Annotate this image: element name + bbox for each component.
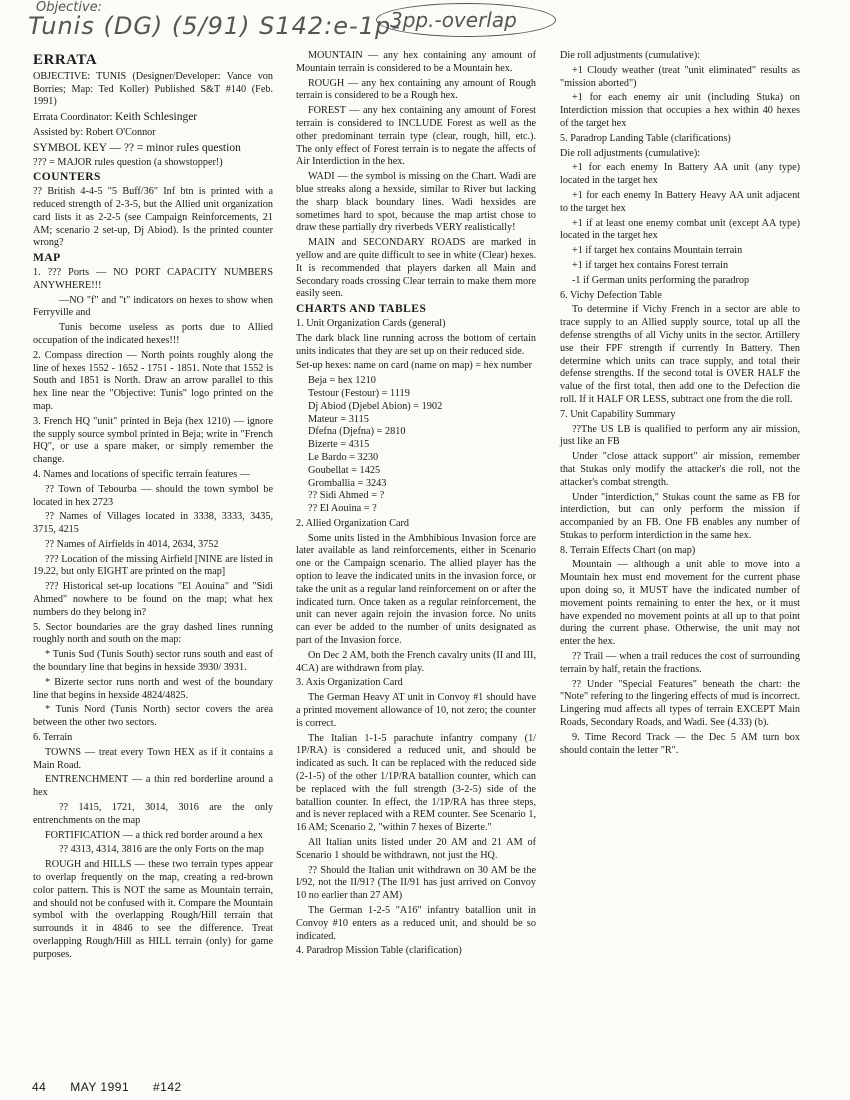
handwritten-annotation [28,0,568,42]
symbol-key: SYMBOL KEY — ?? = minor rules question [33,141,241,154]
issue-number: #142 [152,1080,182,1094]
assisted-line: Assisted by: Robert O'Connor [33,126,156,138]
coordinator-name: Keith Schlesinger [115,111,198,124]
die-roll-1a: +1 Cloudy weather (treat "unit eliminated" results as "mission aborted") [560,64,800,89]
map-item-5a: * Tunis Sud (Tunis South) sector runs south and east of the boundary line that begins in hexside 3930/ 3931. [33,649,273,674]
terrain-roads: MAIN and SECONDARY ROADS are marked in yellow and are quite difficult to see in white (Clear) hexes. It is recommended that players darken all Main and Secondary roads crossing Clear terrain to make them more easily seen. [296,237,536,300]
map-item-6: 6. Terrain [33,732,73,744]
list-item: Dfefna (Djefna) = 2810 [308,426,406,438]
map-item-5b: * Bizerte sector runs north and west of the boundary line that begins in hexside 4824/4825. [33,676,273,701]
major-key: ??? = MAJOR rules question (a showstopper!) [33,156,223,168]
die-roll-2e: +1 if target hex contains Forest terrain [572,259,729,271]
die-roll-2d: +1 if target hex contains Mountain terrain [572,245,743,257]
terrain-towns: TOWNS — treat every Town HEX as if it contains a Main Road. [33,746,273,771]
chart-item-9: 9. Time Record Track — the Dec 5 AM turn box should contain the letter "R". [560,731,800,756]
list-item: ?? El Aouina = ? [308,503,377,515]
terrain-fortification: FORTIFICATION — a thick red border around a hex [45,829,263,841]
list-item: Gromballia = 3243 [308,477,387,489]
chart-item-3-italian: All Italian units listed under 20 AM and 21 AM of Scenario 1 should be withdrawn, not just the HQ. [296,837,536,861]
map-item-2: 2. Compass direction — North points roughly along the line of hexes 1552 - 1652 - 1751 - 1851. Note that 1552 is South and 1851 is North. Draw an arrow parallel to this hex line near the "Objective: Tunis" logo printed on the map. [33,349,273,412]
map-item-3: 3. French HQ "unit" printed in Beja (hex 1210) — ignore the supply source symbol printed in Beja; write in "French HQ", or use a spare maker, or simply remember the change. [33,415,273,466]
chart-item-8-trail: ?? Trail — when a trail reduces the cost of surrounding terrain by half, retain the fractions. [560,651,800,675]
map-item-1a: —NO "f" and "t" indicators on hexes to show when Ferryville and [33,294,273,319]
map-item-4a: ?? Town of Tebourba — should the town symbol be located in hex 2723 [33,483,273,508]
chart-item-7-interdiction: Under "interdiction," Stukas count the same as FB for interdiction, but can only perform the mission if accompanied by an FB. One FB enables any number of Stukas to perform interdiction in the same hex. [560,491,800,541]
die-roll-2-heading: Die roll adjustments (cumulative): [560,147,701,159]
chart-item-5: 5. Paradrop Landing Table (clarifications) [560,132,731,144]
chart-item-4: 4. Paradrop Mission Table (clarification) [296,945,462,957]
errata-title: ERRATA [33,52,98,68]
list-item: Beja = hex 1210 [308,375,376,387]
page-footer [32,1080,202,1094]
coordinator-line [33,111,273,125]
chart-item-2-note: On Dec 2 AM, both the French cavalry units (II and III, 4CA) are withdrawn from play. [296,649,536,674]
map-item-4c: ?? Names of Airfields in 4014, 2634, 3752 [45,538,219,550]
map-item-1b: Tunis become useless as ports due to Allied occupation of the indicated hexes!!! [33,322,273,346]
map-item-4d: ??? Location of the missing Airfield [NINE are listed in 19.22, but only EIGHT are printed on the map] [33,553,273,578]
page-number: 44 [32,1080,47,1094]
die-roll-2a: +1 for each enemy In Battery AA unit (any type) located in the target hex [560,162,800,187]
terrain-mountain: MOUNTAIN — any hex containing any amount of Mountain terrain is considered to be a Mountain hex. [296,50,536,74]
chart-item-7-close: Under "close attack support" air mission, remember that Stukas only modify the attacker's die roll, not the attacker's combat strength. [560,451,800,488]
terrain-wadi: WADI — the symbol is missing on the Chart. Wadi are blue streaks along a hexside, similar to River but lacking the sharp black boundary lines. Wadi hexsides are sometimes hard to spot, because the map artist chose to draw these partially dry riverbeds VERY realistically! [296,171,536,234]
terrain-fortification-list: ?? 4313, 4314, 3816 are the only Forts on the map [59,844,264,856]
terrain-rough: ROUGH — any hex containing any amount of Rough terrain is considered to be a Rough hex. [296,77,536,102]
list-item: Mateur = 3115 [308,413,369,425]
terrain-forest: FOREST — any hex containing any amount of Forest terrain is considered to INCLUDE Forest as well as the other predominant terrain type (clear, rough, hill, etc.). The only effect of Forest terrain is to negate the affects of Air Interdiction in the hex. [296,105,536,168]
chart-item-6: 6. Vichy Defection Table [560,289,662,301]
chart-item-3-para: The Italian 1-1-5 parachute infantry company (1/ 1P/RA) is considered a reduced unit, and should be indicated as such. It can be replaced with the reduced side (2-1-5) of the other 1/1P/RA batallion counter, which can be replaced with the full strength (3-2-5) side of the batallion counter. In effect, the 1/1P/RA has three steps, and is never replaced with a REM counter. See Scenario 1, 16 AM; Scenario 2, "within 7 hexes of Bizerte." [296,732,536,834]
chart-item-1-setup: Set-up hexes: name on card (name on map) = hex number [296,360,533,372]
column-2 [296,50,536,960]
coordinator-label: Errata Coordinator: [33,112,113,124]
chart-item-3-text: The German Heavy AT unit in Convoy #1 should have a printed movement allowance of 10, not zero; the counter is correct. [296,692,536,729]
charts-heading: CHARTS AND TABLES [296,303,427,316]
handwritten-circled-note: 3pp.-overlap [390,8,517,32]
die-roll-1-heading: Die roll adjustments (cumulative): [560,50,701,61]
counters-heading: COUNTERS [33,171,101,184]
column-3 [560,50,800,759]
chart-item-8-mountain: Mountain — although a unit able to move into a Mountain hex must end movement for the current phase upon doing so, it MUST have the indicated number of movement points remaining to enter the hex, or it must have expended no movement points at all up to that point during the current phase. Otherwise, the unit may not enter the hex. [560,559,800,648]
terrain-entrenchment-list: ?? 1415, 1721, 3014, 3016 are the only entrenchments on the map [33,802,273,826]
map-item-5c: * Tunis Nord (Tunis North) sector covers the area between the other two sectors. [33,704,273,729]
chart-item-2-text: Some units listed in the Ambhibious Invasion force are later available as land reinforcements, either in Scenario one or the Campaign scenario. The allied player has the option to leave the indicated units in the invasion force, or take the unit as a regular land reinforcement on or after the indicated turn. Once taken as a regular reinforcement, the unit can never again rejoin the invasion force. No units can ever be added to the number of units designated as part of the Invasion force. [296,532,536,647]
chart-item-6-text: To determine if Vichy French in a sector are able to trace supply to an Allied supply source, total up all the defense strengths of all Vichy units in the sector. Artillery use their FPF strength if currently In Battery. Then determine which units can trace supply, and total their defense strengths. If the second total is OVER HALF the value of the first total, then add one to the Defection die roll. If it HALF OR LESS, subtract one from the die roll. [560,304,800,405]
map-item-5: 5. Sector boundaries are the gray dashed lines running roughly north and south on the map: [33,621,273,646]
map-item-4e: ??? Historical set-up locations "El Aouina" and "Sidi Ahmed" nowhere to be found on the map; what hex numbers do they belong in? [33,581,273,618]
chart-item-7-lb: ??The US LB is qualified to perform any air mission, just like an FB [560,423,800,448]
objective-line: OBJECTIVE: TUNIS (Designer/Developer: Vance von Borries; Map: Ted Koller) Published S&T #140 (Feb. 1991) [33,70,273,108]
list-item: Bizerte = 4315 [308,439,370,451]
map-item-4: 4. Names and locations of specific terrain features — [33,468,250,480]
list-item: Goubellat = 1425 [308,464,381,476]
counters-text: ?? British 4-4-5 "5 Buff/36" Inf btn is printed with a reduced strength of 2-3-5, but the Allied unit organization card lists it as 2-2-5 (see Campaign Reinforcements, 21 AM; scenario 2 set-up, Dj Abiod). Is the printed counter wrong? [33,186,273,249]
chart-item-1: 1. Unit Organization Cards (general) [296,317,446,329]
chart-item-8: 8. Terrain Effects Chart (on map) [560,544,696,556]
chart-item-3: 3. Axis Organization Card [296,677,403,689]
setup-hex-list [296,375,536,516]
terrain-entrenchment: ENTRENCHMENT — a thin red borderline around a hex [33,774,273,799]
die-roll-2c: +1 if at least one enemy combat unit (except AA type) located in the target hex [560,217,800,242]
chart-item-7: 7. Unit Capability Summary [560,408,676,420]
list-item: Dj Abiod (Djebel Abion) = 1902 [308,400,443,412]
chart-item-3-question: ?? Should the Italian unit withdrawn on 30 AM be the I/92, not the II/91? (The II/91 has just arrived on Convoy 10 no earlier than 27 AM) [296,864,536,902]
chart-item-1-text: The dark black line running across the bottom of certain units indicates that they are set up on their reduced side. [296,332,536,357]
list-item: Le Bardo = 3230 [308,451,379,463]
chart-item-2: 2. Allied Organization Card [296,517,409,529]
column-1 [33,54,273,964]
map-item-4b: ?? Names of Villages located in 3338, 3333, 3435, 3715, 4215 [33,511,273,536]
map-heading: MAP [33,252,61,265]
die-roll-2f: -1 if German units performing the paradrop [572,274,750,286]
die-roll-2b: +1 for each enemy In Battery Heavy AA unit adjacent to the target hex [560,189,800,214]
map-item-1: 1. ??? Ports — NO PORT CAPACITY NUMBERS ANYWHERE!!! [33,266,273,291]
handwritten-title: Tunis (DG) (5/91) S142:e-1p- [28,12,401,40]
die-roll-1b: +1 for each enemy air unit (including Stuka) on Interdiction mission that occupies a hex within 40 hexes of the target hex [560,92,800,129]
list-item: Testour (Festour) = 1119 [308,387,410,399]
terrain-rough-hills: ROUGH and HILLS — these two terrain types appear to overlap frequently on the map, creating a red-brown color pattern. This is NOT the same as Mountain terrain, and should not be confused with it. Compare the Mountain symbol with the overlapping Rough/Hill terrain that surrounds it in 4846 to see the difference. Treat overlapping Rough/Hill as HILL terrain (only) for game purposes. [33,859,273,960]
chart-item-3-german: The German 1-2-5 "A16" infantry batallion unit in Convoy #10 enters as a reduced unit, and should be so indicated. [296,905,536,942]
handwritten-objective: Objective: [36,0,103,15]
list-item: ?? Sidi Ahmed = ? [308,490,385,502]
chart-item-8-special: ?? Under "Special Features" beneath the chart: the "Note" refering to the lingering effects of mud is incorrect. Lingering mud affects all types of terrain EXCEPT Main Roads, Secondary Roads, and Wadi. See (4.33) (b). [560,678,800,729]
issue-date: MAY 1991 [70,1080,130,1094]
